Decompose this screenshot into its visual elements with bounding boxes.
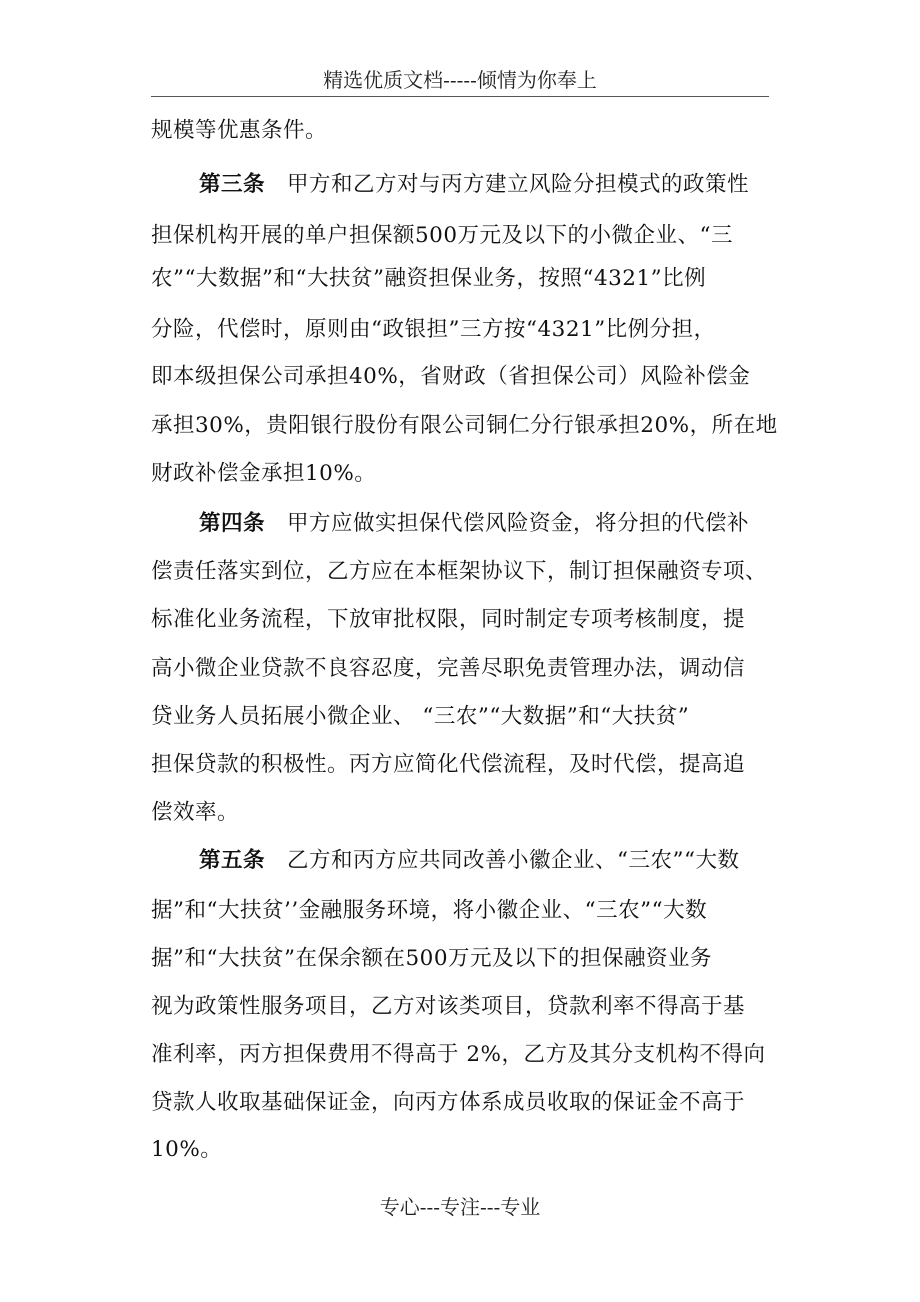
body-line: 据”和“大扶贫’’金融服务环境，将小徽企业、“三农”“大数 <box>151 898 708 923</box>
body-line: 承担30%，贵阳银行股份有限公司铜仁分行银承担20%，所在地 <box>151 413 778 438</box>
article-heading: 第三条 <box>199 172 266 197</box>
article-5-first-line: 第五条 乙方和丙方应共同改善小徽企业、“三农”“大数 <box>199 848 740 873</box>
body-line: 偿效率。 <box>151 800 240 825</box>
header-divider <box>151 96 769 97</box>
body-line: 准利率，丙方担保费用不得高于 2%，乙方及其分支机构不得向 <box>151 1042 766 1067</box>
body-line: 标准化业务流程，下放审批权限，同时制定专项考核制度，提 <box>151 607 746 632</box>
body-line: 分险，代偿时，原则由“政银担”三方按“4321”比例分担， <box>151 317 716 342</box>
body-line: 担保贷款的积极性。丙方应简化代偿流程，及时代偿，提高追 <box>151 752 746 777</box>
body-line: 据”和“大扶贫”在保余额在500万元及以下的担保融资业务 <box>151 946 713 971</box>
body-line: 农”“大数据”和“大扶贫”融资担保业务，按照“4321”比例 <box>151 266 707 291</box>
body-line: 偿责任落实到位，乙方应在本框架协议下，制订担保融资专项、 <box>151 559 768 584</box>
article-3-first-line: 第三条 甲方和乙方对与丙方建立风险分担模式的政策性 <box>199 172 750 197</box>
body-line: 贷款人收取基础保证金，向丙方体系成员收取的保证金不高于 <box>151 1090 746 1115</box>
body-line: 高小微企业贷款不良容忍度，完善尽职免责管理办法，调动信 <box>151 656 746 681</box>
article-heading: 第四条 <box>199 511 266 536</box>
article-4-first-line: 第四条 甲方应做实担保代偿风险资金，将分担的代偿补 <box>199 511 750 536</box>
body-line: 贷业务人员拓展小微企业、 “三农”“大数据”和“大扶贫” <box>151 704 690 729</box>
page-footer: 专心---专注---专业 <box>379 1195 541 1219</box>
body-line: 即本级担保公司承担40%，省财政（省担保公司）风险补偿金 <box>151 364 751 389</box>
page-header: 精选优质文档-----倾情为你奉上 <box>323 68 597 92</box>
body-line: 视为政策性服务项目，乙方对该类项目，贷款利率不得高于基 <box>151 994 746 1019</box>
article-heading: 第五条 <box>199 848 266 873</box>
body-line: 担保机构开展的单户担保额500万元及以下的小微企业、“三 <box>151 223 734 248</box>
body-line: 规模等优惠条件。 <box>151 118 328 143</box>
body-line: 财政补偿金承担10%。 <box>151 461 377 486</box>
body-line: 10%。 <box>151 1137 223 1162</box>
